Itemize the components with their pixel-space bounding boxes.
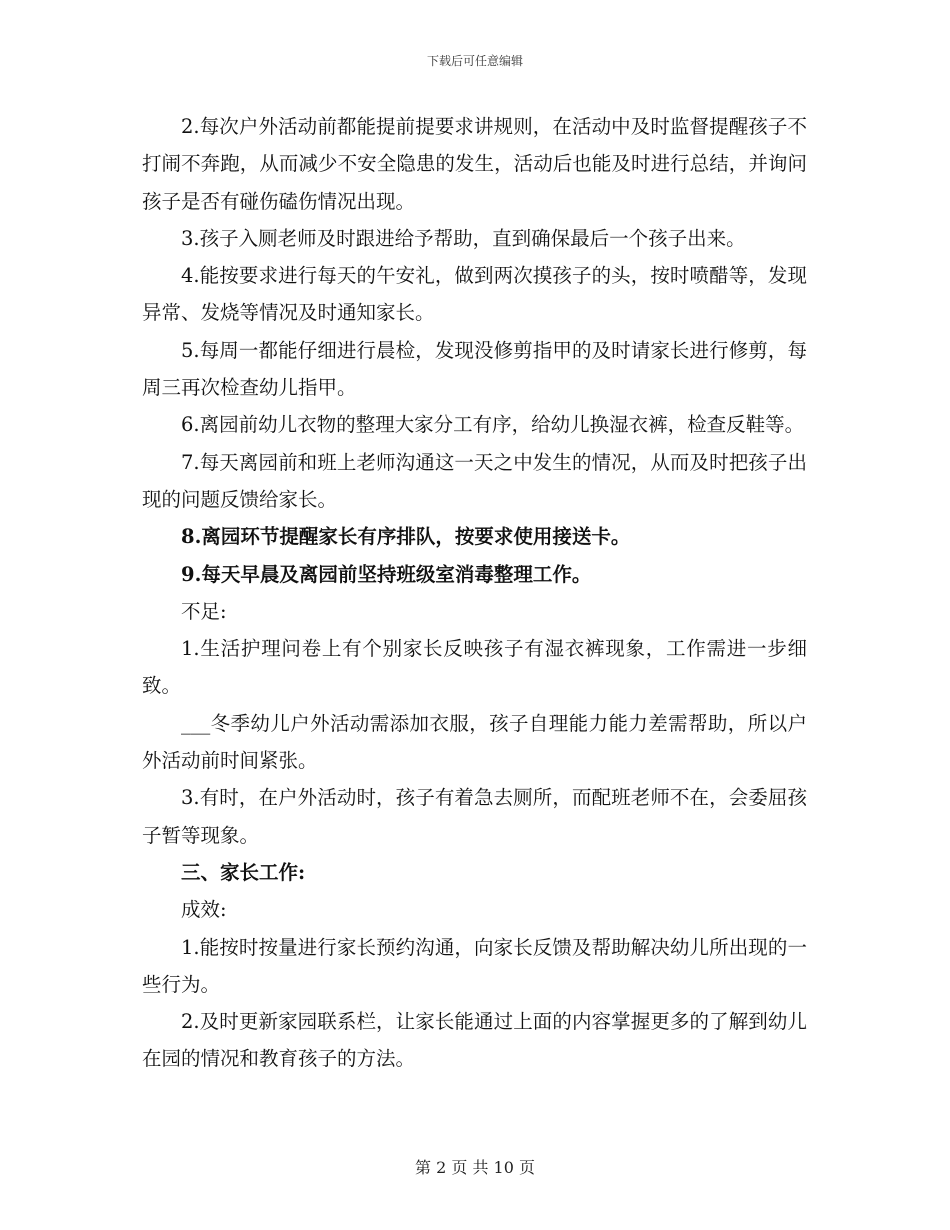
paragraph: 3.孩子入厕老师及时跟进给予帮助，直到确保最后一个孩子出来。 xyxy=(181,226,746,250)
paragraph: 2.及时更新家园联系栏，让家长能通过上面的内容掌握更多的了解到幼儿在园的情况和教育孩子的方法。 xyxy=(142,1010,807,1071)
page-header: 下载后可任意编辑 xyxy=(426,54,523,68)
paragraph: 2.每次户外活动前都能提前提要求讲规则，在活动中及时监督提醒孩子不打闹不奔跑，从而减少不安全隐患的发生，活动后也能及时进行总结，并询问孩子是否有碰伤磕伤情况出现。 xyxy=(142,115,807,213)
paragraph: 成效: xyxy=(181,898,227,922)
paragraph: 1.生活护理问卷上有个别家长反映孩子有湿衣裤现象，工作需进一步细致。 xyxy=(142,637,807,698)
paragraph: 9.每天早晨及离园前坚持班级室消毒整理工作。 xyxy=(181,562,592,586)
paragraph: ___冬季幼儿户外活动需添加衣服，孩子自理能力能力差需帮助，所以户外活动前时间紧张。 xyxy=(142,711,807,773)
paragraph: 6.离园前幼儿衣物的整理大家分工有序，给幼儿换湿衣裤，检查反鞋等。 xyxy=(181,413,805,437)
paragraph: 4.能按要求进行每天的午安礼，做到两次摸孩子的头，按时喷醋等，发现异常、发烧等情况及时通知家长。 xyxy=(142,264,807,325)
paragraph: 3.有时，在户外活动时，孩子有着急去厕所，而配班老师不在，会委屈孩子暂等现象。 xyxy=(142,786,807,847)
paragraph: 8.离园环节提醒家长有序排队，按要求使用接送卡。 xyxy=(181,525,631,549)
section-heading: 三、家长工作: xyxy=(181,860,306,884)
paragraph: 5.每周一都能仔细进行晨检，发现没修剪指甲的及时请家长进行修剪，每周三再次检查幼儿指甲。 xyxy=(142,338,807,400)
document-body xyxy=(142,108,807,1078)
paragraph: 不足: xyxy=(181,599,227,623)
paragraph: 7.每天离园前和班上老师沟通这一天之中发生的情况，从而及时把孩子出现的问题反馈给家长。 xyxy=(142,450,807,511)
page-footer: 第 2 页 共 10 页 xyxy=(415,1158,535,1177)
paragraph: 1.能按时按量进行家长预约沟通，向家长反馈及帮助解决幼儿所出现的一些行为。 xyxy=(142,935,807,996)
